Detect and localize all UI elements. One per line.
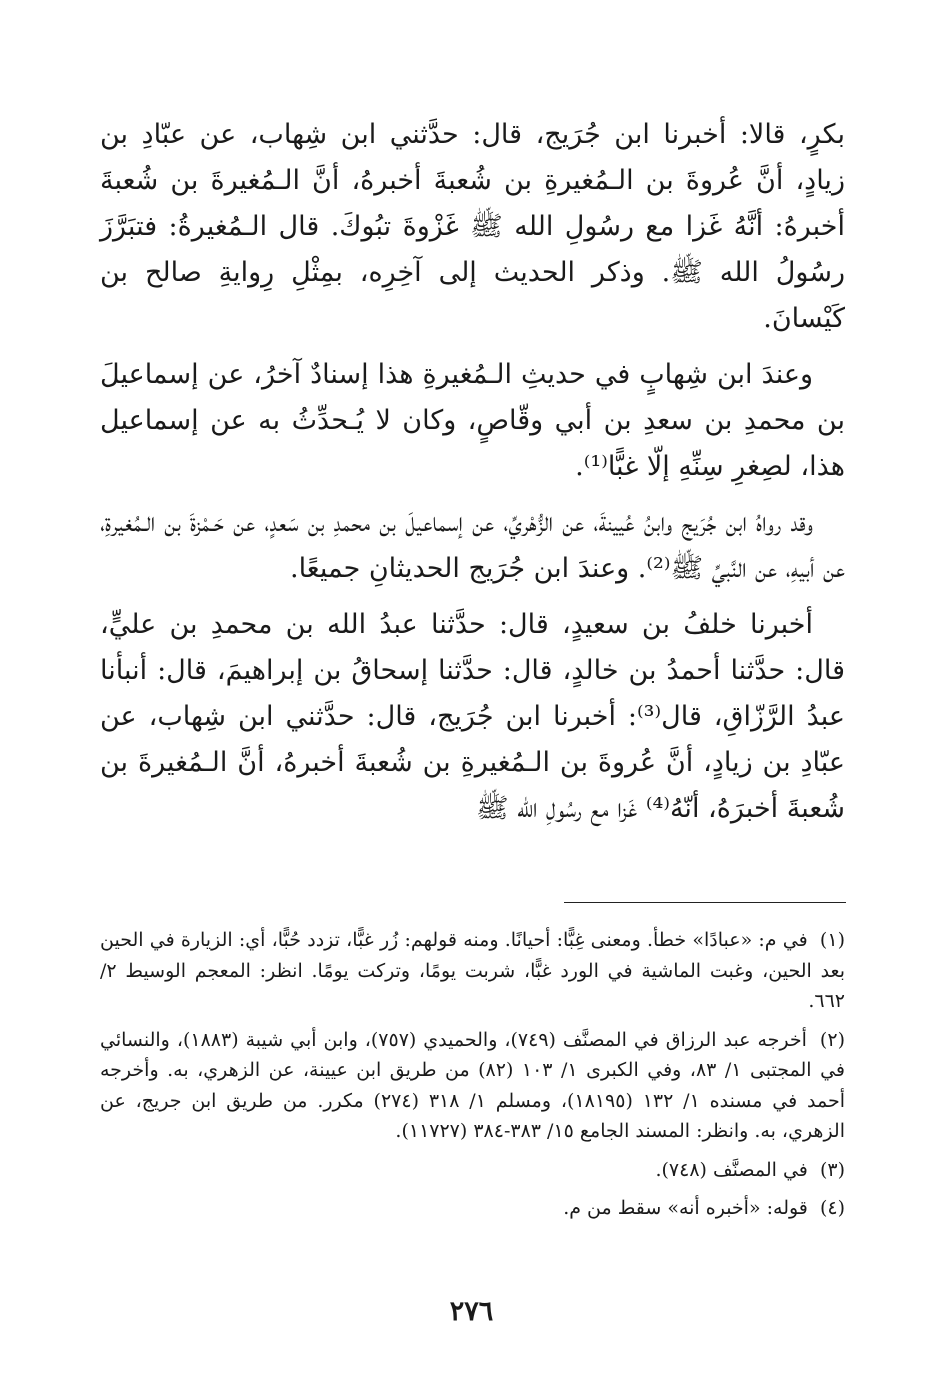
footnote-number: (١) — [819, 929, 845, 951]
footnote-text: أخرجه عبد الرزاق في المصنَّف (٧٤٩)، والحميدي (٧٥٧)، وابن أبي شيبة (١٨٨٣)، والنسائي في المجتبى ١/ ٨٣، وفي الكبرى ١/ ١٠٣ (٨٢) من طريق ابن عيينة، عن الزهري، به. وأخرجه أحمد في مسنده ١/ ١٣٢ (١٨١٩٥)، ومسلم ١/ ٣١٨ (٢٧٤) مكرر. من طريق ابن جريج، عن الزهري، به. وانظر: المسند الجامع ١٥/ ٣٨٣-٣٨٤ (١١٧٢٧). — [100, 1028, 846, 1142]
footnote-text: قوله: «أخبره أنه» سقط من م. — [563, 1197, 808, 1219]
footnote-number: (٣) — [819, 1158, 845, 1181]
paragraph-3: وقد رواهُ ابن جُرَيج وابنُ عُيينةَ، عن الزُّهْريِّ، عن إسماعيلَ بن محمدِ بن سَعدٍ، عن حَـمْزةَ بن الـمُغيرةِ، عن أبيهِ، عن النَّبيِّ ﷺ⁽²⁾. وعندَ ابن جُرَيج الحديثانِ جميعًا. — [100, 507, 845, 584]
paragraph-4: أخبرنا خلفُ بن سعيدٍ، قال: حدَّثنا عبدُ الله بن محمدِ بن عليٍّ، قال: حدَّثنا أحمدُ بن خالدٍ، قال: حدَّثنا إسحاقُ بن إبراهيمَ، قال: أنبأنا عبدُ الرَّزّاقِ، قال⁽³⁾: أخبرنا ابن جُرَيج، قال: حدَّثني ابن شِهاب، عن عبّادِ بن زيادٍ، أنَّ عُروةَ بن الـمُغيرةِ بن شُعبةَ أخبرهُ، أنَّ الـمُغيرةَ بن شُعبةَ أخبرَهُ، أنّهُ⁽⁴⁾ غَزا مع رسُولِ الله ﷺ — [100, 609, 846, 824]
footnote-text: في م: «عبادًا» خطأ. ومعنى غِبًّا: أحيانًا. ومنه قولهم: زُر غبًّا، تزدد حُبًّا، أي: الزيارة في الحين بعد الحين، وغبت الماشية في الورد غبًّا، شربت يومًا، وتركت يومًا. انظر: المعجم الوسيط ٢/ ٦٦٢. — [100, 929, 845, 1012]
page-number: ٢٧٦ — [449, 1296, 494, 1327]
footnote-2 — [100, 1025, 845, 1147]
footnotes — [100, 925, 845, 1232]
main-text — [100, 112, 845, 842]
paragraph-1: بكرٍ، قالا: أخبرنا ابن جُرَيج، قال: حدَّثني ابن شِهاب، عن عبّادِ بن زيادٍ، أنَّ عُروةَ بن الـمُغيرةِ بن شُعبةَ أخبرهُ، أنَّ الـمُغيرةَ بن شُعبةَ أخبرهُ: أنَّهُ غَزا مع رسُولِ الله ﷺ غَزْوةَ تبُوكَ. قال الـمُغيرةُ: فتبَرَّزَ رسُولُ الله ﷺ. وذكر الحديث إلى آخِرِه، بمِثْلِ رِوايةِ صالح بن كَيْسانَ. — [100, 119, 845, 334]
footnote-number: (٤) — [819, 1197, 845, 1219]
footnote-3 — [100, 1155, 845, 1186]
paragraph-2: وعندَ ابن شِهابٍ في حديثِ الـمُغيرةِ هذا إسنادٌ آخرُ، عن إسماعيلَ بن محمدِ بن سعدِ بن أبي وقّاصٍ، وكان لا يُـحدِّثُ به عن إسماعيل هذا، لصِغرِ سِنِّهِ إلّا غبًّا⁽¹⁾. — [100, 359, 845, 482]
footnote-4 — [100, 1193, 845, 1224]
footnote-1 — [100, 925, 845, 1017]
footnote-separator — [564, 902, 846, 903]
footnote-text: في المصنَّف (٧٤٨). — [655, 1158, 808, 1181]
footnote-number: (٢) — [819, 1028, 845, 1051]
